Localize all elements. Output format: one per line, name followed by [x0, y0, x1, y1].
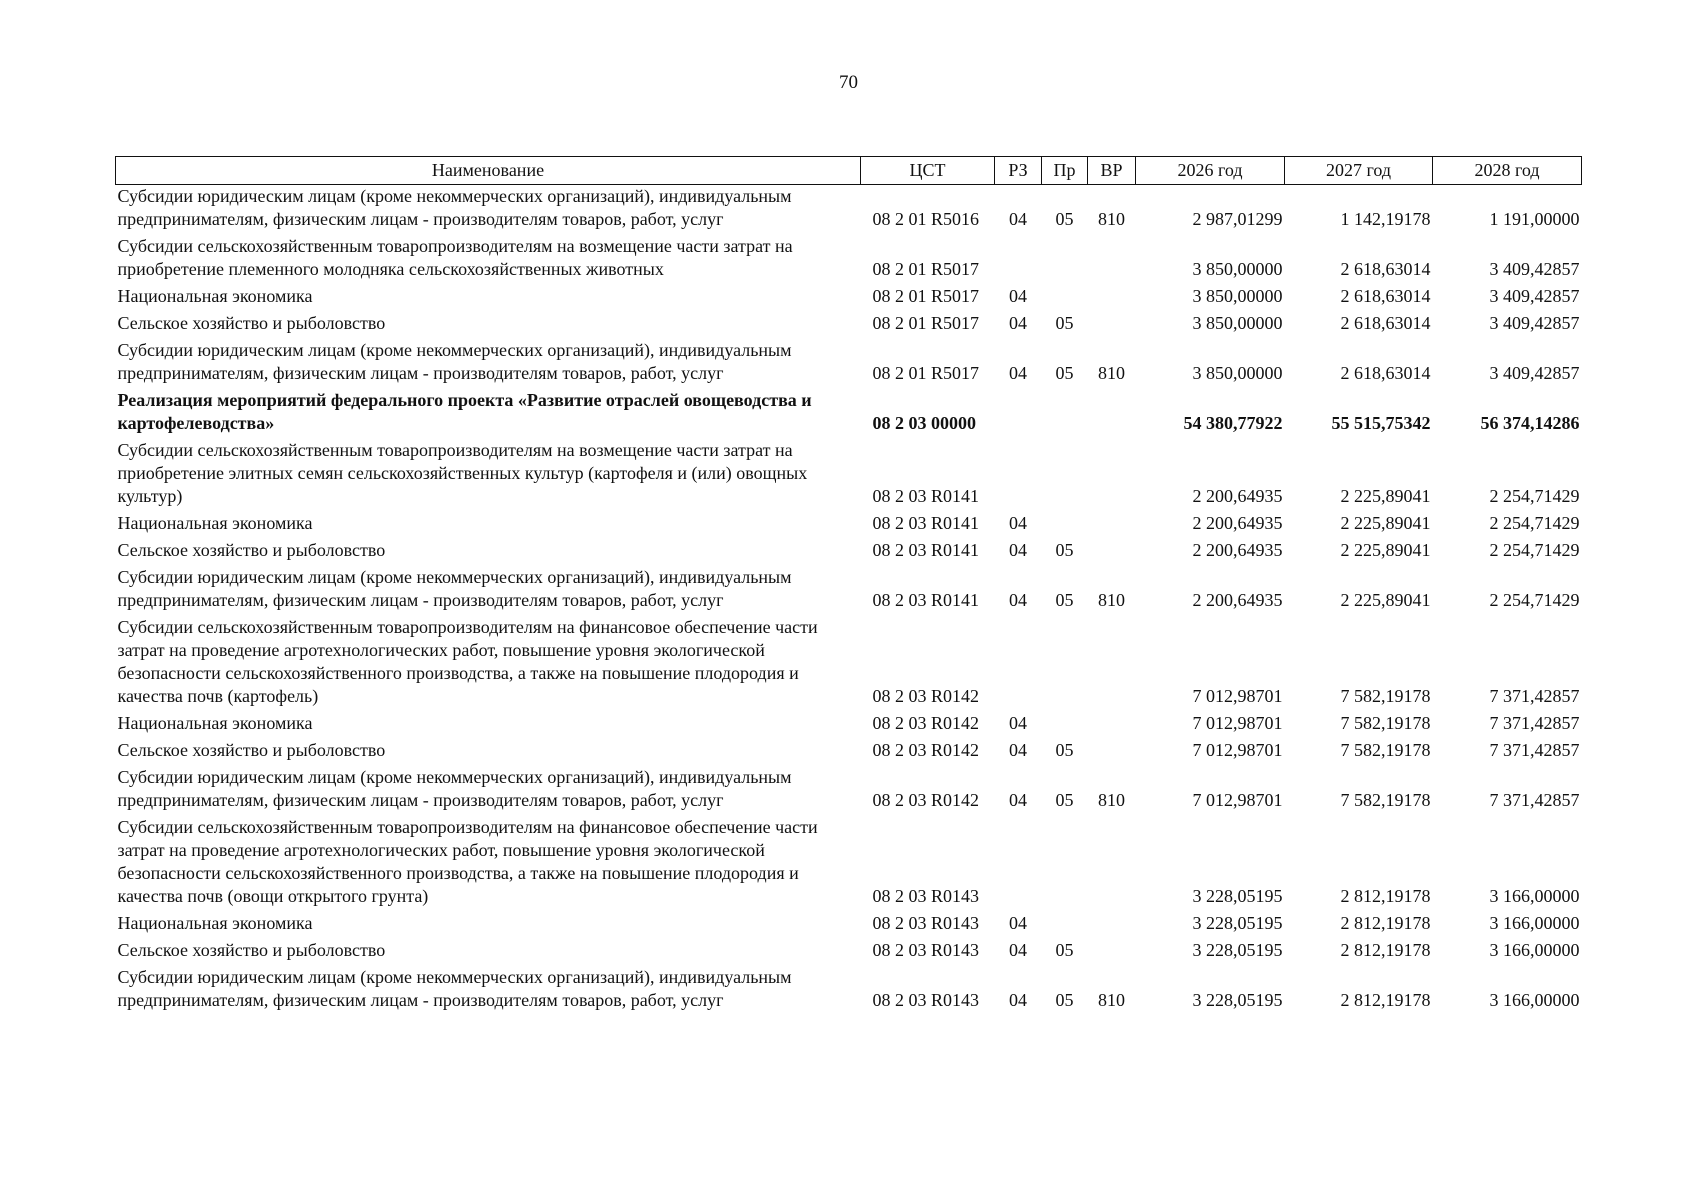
cell-vr: [1088, 312, 1136, 339]
table-row: [116, 939, 1582, 966]
cell-rz: 04: [1009, 713, 1027, 733]
cell-cst: 08 2 03 R0141: [872, 513, 980, 533]
header-vr: ВР: [1088, 157, 1136, 185]
cell-vr: [1088, 512, 1136, 539]
cell-2026: 3 228,05195: [1192, 886, 1283, 906]
cell-name: Сельское хозяйство и рыболовство: [117, 940, 386, 960]
cell-2028: 7 371,42857: [1489, 740, 1580, 760]
table-row: [116, 185, 1582, 236]
cell-2026: 3 228,05195: [1192, 913, 1283, 933]
cell-2027: 7 582,19178: [1340, 740, 1431, 760]
cell-2027: 55 515,75342: [1331, 413, 1431, 433]
cell-vr: 810: [1098, 363, 1125, 383]
table-row: [116, 539, 1582, 566]
cell-2026: 2 200,64935: [1192, 590, 1283, 610]
cell-vr: [1088, 285, 1136, 312]
cell-2028: 56 374,14286: [1480, 413, 1580, 433]
cell-rz: [995, 389, 1042, 439]
cell-name: Субсидии сельскохозяйственным товаропроизводителям на финансовое обеспечение части затрат на проведение агротехнологических работ, повышение уровня экологической безопасности сельскохозяйственного производства, а также на повышение плодородия и качества почв (овощи открытого грунта): [117, 817, 818, 906]
cell-vr: [1088, 816, 1136, 912]
cell-2028: 3 409,42857: [1489, 363, 1580, 383]
cell-cst: 08 2 03 R0143: [872, 913, 980, 933]
cell-2026: 3 228,05195: [1192, 990, 1283, 1010]
cell-name: Сельское хозяйство и рыболовство: [117, 313, 386, 333]
cell-name: Национальная экономика: [117, 513, 313, 533]
cell-2028: 2 254,71429: [1489, 513, 1580, 533]
cell-cst: 08 2 03 R0143: [872, 990, 980, 1010]
cell-name: Субсидии юридическим лицам (кроме некоммерческих организаций), индивидуальным предпринимателям, физическим лицам - производителям товаров, работ, услуг: [117, 967, 792, 1010]
cell-2026: 7 012,98701: [1192, 686, 1283, 706]
header-rz: РЗ: [995, 157, 1042, 185]
cell-cst: 08 2 03 00000: [872, 413, 976, 433]
cell-2026: 2 200,64935: [1192, 540, 1283, 560]
cell-rz: 04: [1009, 940, 1027, 960]
cell-rz: 04: [1009, 790, 1027, 810]
table-row: [116, 712, 1582, 739]
cell-pr: 05: [1055, 363, 1074, 383]
cell-pr: [1042, 816, 1088, 912]
cell-vr: [1088, 739, 1136, 766]
header-row: [116, 157, 1582, 185]
header-cst: ЦСТ: [861, 157, 995, 185]
cell-pr: 05: [1055, 990, 1074, 1010]
cell-2026: 3 850,00000: [1192, 363, 1283, 383]
cell-2026: 3 850,00000: [1192, 313, 1283, 333]
page-number: 70: [839, 72, 858, 93]
cell-pr: 05: [1055, 940, 1074, 960]
table-row: [116, 235, 1582, 285]
cell-pr: [1042, 616, 1088, 712]
cell-name: Субсидии сельскохозяйственным товаропроизводителям на финансовое обеспечение части затрат на проведение агротехнологических работ, повышение уровня экологической безопасности сельскохозяйственного производства, а также на повышение плодородия и качества почв (картофель): [117, 617, 818, 706]
cell-cst: 08 2 03 R0143: [872, 886, 980, 906]
cell-2026: 7 012,98701: [1192, 713, 1283, 733]
cell-cst: 08 2 01 R5016: [872, 209, 980, 229]
table-row: [116, 439, 1582, 512]
cell-rz: [995, 816, 1042, 912]
cell-vr: [1088, 389, 1136, 439]
cell-2027: 2 618,63014: [1340, 286, 1431, 306]
cell-2028: 3 409,42857: [1489, 313, 1580, 333]
cell-name: Субсидии сельскохозяйственным товаропроизводителям на возмещение части затрат на приобретение племенного молодняка сельскохозяйственных животных: [117, 236, 793, 279]
cell-rz: [995, 235, 1042, 285]
cell-2026: 7 012,98701: [1192, 740, 1283, 760]
cell-rz: 04: [1009, 990, 1027, 1010]
cell-vr: [1088, 939, 1136, 966]
cell-name: Реализация мероприятий федерального проекта «Развитие отраслей овощеводства и картофелеводства»: [117, 390, 812, 433]
cell-2026: 3 850,00000: [1192, 259, 1283, 279]
cell-2028: 3 166,00000: [1489, 990, 1580, 1010]
cell-rz: 04: [1009, 590, 1027, 610]
cell-2026: 3 850,00000: [1192, 286, 1283, 306]
cell-2028: 7 371,42857: [1489, 713, 1580, 733]
header-pr: Пр: [1042, 157, 1088, 185]
cell-2028: 3 409,42857: [1489, 259, 1580, 279]
cell-2028: 3 166,00000: [1489, 940, 1580, 960]
cell-vr: [1088, 439, 1136, 512]
cell-2027: 2 618,63014: [1340, 363, 1431, 383]
cell-pr: [1042, 439, 1088, 512]
cell-name: Национальная экономика: [117, 286, 313, 306]
table-row: [116, 312, 1582, 339]
cell-pr: [1042, 389, 1088, 439]
cell-name: Субсидии сельскохозяйственным товаропроизводителям на возмещение части затрат на приобретение элитных семян сельскохозяйственных культур (картофеля и (или) овощных культур): [117, 440, 808, 506]
header-2027: 2027 год: [1285, 157, 1433, 185]
cell-2028: 3 409,42857: [1489, 286, 1580, 306]
cell-2028: 3 166,00000: [1489, 913, 1580, 933]
cell-vr: 810: [1098, 209, 1125, 229]
cell-2027: 2 812,19178: [1340, 940, 1431, 960]
cell-rz: 04: [1009, 209, 1027, 229]
table-row: [116, 285, 1582, 312]
cell-cst: 08 2 01 R5017: [872, 286, 980, 306]
header-2028: 2028 год: [1433, 157, 1582, 185]
cell-pr: [1042, 235, 1088, 285]
cell-cst: 08 2 03 R0142: [872, 740, 980, 760]
cell-pr: 05: [1055, 740, 1074, 760]
cell-vr: [1088, 712, 1136, 739]
cell-name: Субсидии юридическим лицам (кроме некоммерческих организаций), индивидуальным предпринимателям, физическим лицам - производителям товаров, работ, услуг: [117, 340, 792, 383]
cell-2028: 2 254,71429: [1489, 486, 1580, 506]
cell-pr: [1042, 285, 1088, 312]
cell-pr: 05: [1055, 790, 1074, 810]
cell-rz: [995, 439, 1042, 512]
table-row: [116, 339, 1582, 389]
table-row: [116, 739, 1582, 766]
table-row: [116, 566, 1582, 616]
cell-2026: 54 380,77922: [1183, 413, 1283, 433]
table-row: [116, 966, 1582, 1016]
budget-table: [115, 156, 1582, 1016]
cell-2027: 2 225,89041: [1340, 486, 1431, 506]
cell-2026: 2 987,01299: [1192, 209, 1283, 229]
cell-2027: 2 618,63014: [1340, 313, 1431, 333]
cell-2027: 1 142,19178: [1340, 209, 1431, 229]
cell-pr: [1042, 912, 1088, 939]
cell-rz: 04: [1009, 513, 1027, 533]
cell-2027: 2 225,89041: [1340, 513, 1431, 533]
cell-name: Сельское хозяйство и рыболовство: [117, 540, 386, 560]
table-body: [116, 185, 1582, 1017]
header-name: Наименование: [116, 157, 861, 185]
cell-2028: 2 254,71429: [1489, 540, 1580, 560]
cell-2027: 2 225,89041: [1340, 540, 1431, 560]
cell-2028: 2 254,71429: [1489, 590, 1580, 610]
cell-vr: [1088, 235, 1136, 285]
table-header: [116, 157, 1582, 185]
cell-rz: 04: [1009, 913, 1027, 933]
cell-vr: [1088, 539, 1136, 566]
cell-vr: [1088, 616, 1136, 712]
cell-pr: 05: [1055, 209, 1074, 229]
cell-2028: 7 371,42857: [1489, 686, 1580, 706]
cell-pr: 05: [1055, 540, 1074, 560]
table-row: [116, 616, 1582, 712]
cell-2026: 2 200,64935: [1192, 486, 1283, 506]
cell-2027: 2 812,19178: [1340, 913, 1431, 933]
cell-pr: 05: [1055, 313, 1074, 333]
header-2026: 2026 год: [1136, 157, 1285, 185]
cell-2027: 2 225,89041: [1340, 590, 1431, 610]
table-row: [116, 766, 1582, 816]
cell-2028: 1 191,00000: [1489, 209, 1580, 229]
cell-2026: 3 228,05195: [1192, 940, 1283, 960]
cell-cst: 08 2 01 R5017: [872, 313, 980, 333]
cell-name: Субсидии юридическим лицам (кроме некоммерческих организаций), индивидуальным предпринимателям, физическим лицам - производителям товаров, работ, услуг: [117, 767, 792, 810]
cell-vr: 810: [1098, 790, 1125, 810]
table-row: [116, 816, 1582, 912]
cell-rz: 04: [1009, 286, 1027, 306]
table-row: [116, 912, 1582, 939]
cell-2027: 7 582,19178: [1340, 686, 1431, 706]
cell-rz: 04: [1009, 540, 1027, 560]
cell-cst: 08 2 03 R0141: [872, 486, 980, 506]
cell-cst: 08 2 03 R0142: [872, 790, 980, 810]
table-row: [116, 512, 1582, 539]
cell-2027: 2 812,19178: [1340, 886, 1431, 906]
cell-pr: [1042, 512, 1088, 539]
cell-name: Субсидии юридическим лицам (кроме некоммерческих организаций), индивидуальным предпринимателям, физическим лицам - производителям товаров, работ, услуг: [117, 186, 792, 229]
cell-2027: 7 582,19178: [1340, 790, 1431, 810]
cell-rz: 04: [1009, 313, 1027, 333]
cell-cst: 08 2 03 R0142: [872, 713, 980, 733]
cell-name: Национальная экономика: [117, 713, 313, 733]
cell-rz: 04: [1009, 740, 1027, 760]
cell-rz: [995, 616, 1042, 712]
table-row: [116, 389, 1582, 439]
cell-2027: 2 812,19178: [1340, 990, 1431, 1010]
cell-vr: [1088, 912, 1136, 939]
cell-pr: [1042, 712, 1088, 739]
cell-2026: 7 012,98701: [1192, 790, 1283, 810]
cell-cst: 08 2 03 R0142: [872, 686, 980, 706]
cell-2026: 2 200,64935: [1192, 513, 1283, 533]
cell-name: Национальная экономика: [117, 913, 313, 933]
cell-cst: 08 2 03 R0141: [872, 590, 980, 610]
cell-2028: 3 166,00000: [1489, 886, 1580, 906]
cell-cst: 08 2 01 R5017: [872, 259, 980, 279]
cell-2028: 7 371,42857: [1489, 790, 1580, 810]
cell-cst: 08 2 03 R0143: [872, 940, 980, 960]
cell-cst: 08 2 01 R5017: [872, 363, 980, 383]
cell-2027: 2 618,63014: [1340, 259, 1431, 279]
cell-vr: 810: [1098, 590, 1125, 610]
cell-name: Сельское хозяйство и рыболовство: [117, 740, 386, 760]
cell-name: Субсидии юридическим лицам (кроме некоммерческих организаций), индивидуальным предпринимателям, физическим лицам - производителям товаров, работ, услуг: [117, 567, 792, 610]
cell-rz: 04: [1009, 363, 1027, 383]
cell-pr: 05: [1055, 590, 1074, 610]
cell-vr: 810: [1098, 990, 1125, 1010]
cell-2027: 7 582,19178: [1340, 713, 1431, 733]
cell-cst: 08 2 03 R0141: [872, 540, 980, 560]
